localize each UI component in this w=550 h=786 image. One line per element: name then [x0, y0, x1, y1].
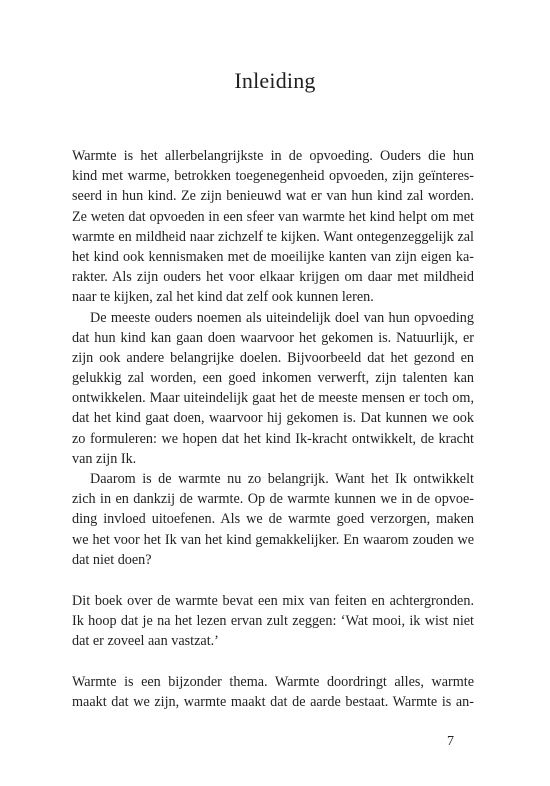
text-line: dat niet doen?	[72, 551, 152, 568]
text-line: van zijn Ik.	[72, 450, 137, 467]
text-line: seerd in hun kind. Ze zijn benieuwd wat er van hun kind zal worden.	[72, 188, 474, 205]
text-line: kind met warme, betrokken toegenegenheid opvoeden, zijn geïnteres-	[72, 168, 474, 185]
paragraph	[72, 672, 474, 712]
text-line: naar te kijken, zal het kind dat zelf ook kunnen leren.	[72, 289, 374, 306]
text-line: zijn ook andere belangrijke doelen. Bijvoorbeeld dat het gezond en	[72, 349, 474, 366]
text-line: Ik hoop dat je na het lezen ervan zult zeggen: ‘Wat mooi, ik wist niet	[72, 612, 474, 629]
section-break	[72, 651, 474, 672]
text-line: zo formuleren: we hopen dat het kind Ik-kracht ontwikkelt, de kracht	[72, 430, 474, 447]
section-break	[72, 570, 474, 591]
text-line: Ze weten dat opvoeden in een sfeer van warmte het kind helpt om met	[72, 208, 474, 225]
text-line: dat hun kind kan gaan doen waarvoor het gekomen is. Natuurlijk, er	[72, 329, 474, 346]
text-line: gelukkig zal worden, een goed inkomen verwerft, zijn talenten kan	[72, 370, 474, 387]
text-line: ontwikkelen. Maar uiteindelijk gaat het de meeste mensen er toch om,	[72, 390, 474, 407]
text-line: Dit boek over de warmte bevat een mix van feiten en achtergronden.	[72, 592, 474, 609]
text-line: warmte en mildheid naar zichzelf te kijken. Want ontegenzeggelijk zal	[72, 228, 474, 245]
text-line: Warmte is een bijzonder thema. Warmte doordringt alles, warmte	[72, 673, 474, 690]
text-line: Daarom is de warmte nu zo belangrijk. Want het Ik ontwikkelt	[90, 471, 474, 487]
text-line: zich in en dankzij de warmte. Op de warmte kunnen we in de opvoe-	[72, 491, 474, 508]
text-line: dat er zoveel aan vastzat.’	[72, 632, 219, 649]
text-line: rakter. Als zijn ouders het voor elkaar krijgen om daar met mildheid	[72, 269, 474, 286]
text-line: ding invloed uitoefenen. Als we de warmte goed verzorgen, maken	[72, 511, 474, 528]
chapter-body	[72, 146, 474, 712]
text-line: maakt dat we zijn, warmte maakt dat de aarde bestaat. Warmte is an-	[72, 693, 474, 710]
paragraph	[72, 591, 474, 652]
page-number: 7	[447, 734, 454, 749]
text-line: we het voor het Ik van het kind gemakkelijker. En waarom zouden we	[72, 531, 474, 548]
text-line: De meeste ouders noemen als uiteindelijk doel van hun opvoeding	[90, 309, 474, 326]
text-line: het kind ook kennismaken met de moeilijke kanten van zijn eigen ka-	[72, 248, 474, 265]
text-line: Warmte is het allerbelangrijkste in de opvoeding. Ouders die hun	[72, 148, 474, 164]
paragraph	[72, 146, 474, 308]
paragraph	[72, 308, 474, 470]
text-line: dat het kind gaat doen, waarvoor hij gekomen is. Dat kunnen we ook	[72, 410, 474, 427]
paragraph	[72, 469, 474, 570]
chapter-title: Inleiding	[234, 68, 316, 93]
